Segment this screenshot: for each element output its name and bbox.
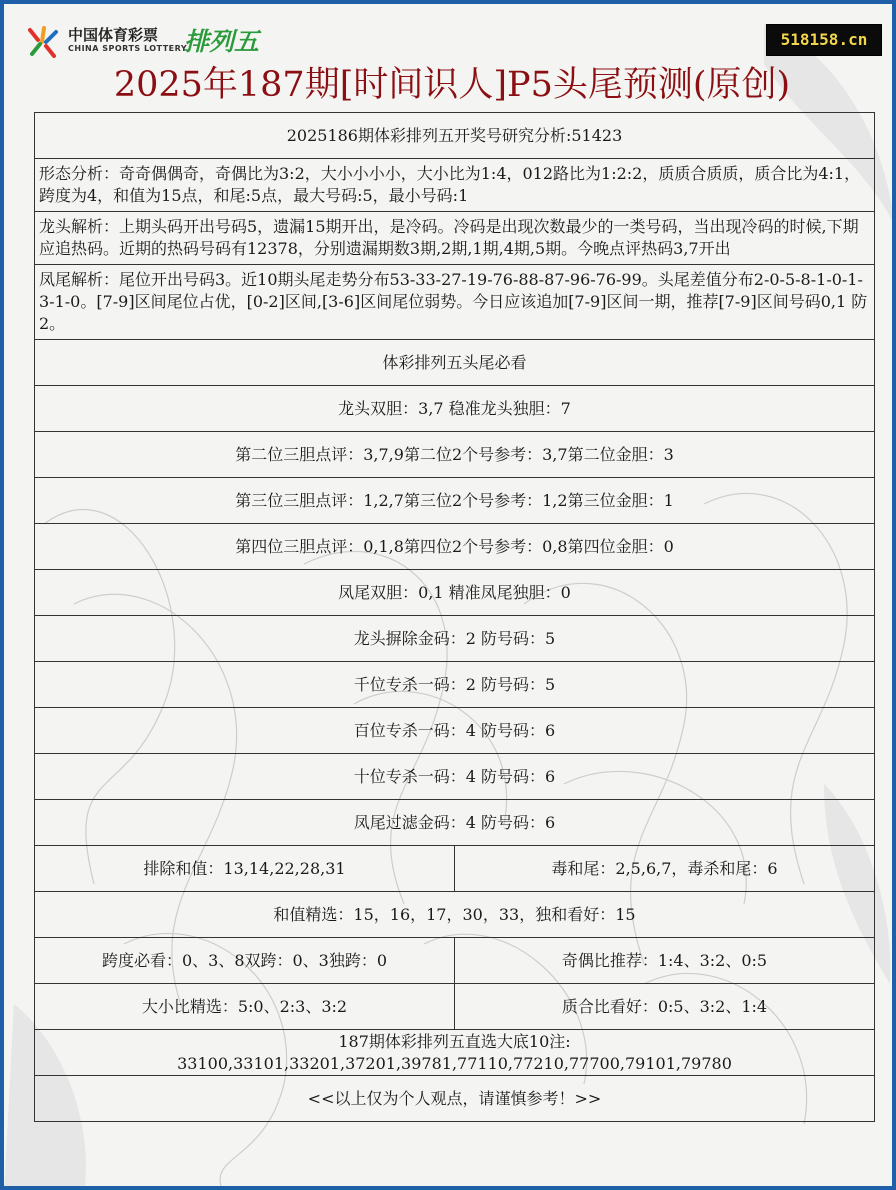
table-row (35, 524, 875, 570)
hundred-kill-cell: 百位专杀一码：4 防号码：6 (35, 708, 875, 754)
form-analysis-cell: 形态分析：奇奇偶偶奇，奇偶比为3:2，大小小小小，大小比为1:4，012路比为1:2:2，质质合质质，质合比为4:1，跨度为4，和值为15点，和尾:5点，最大号码:5，最小号码:1 (35, 159, 875, 212)
table-row (35, 478, 875, 524)
table-row (35, 800, 875, 846)
big-small-cell: 大小比精选：5:0、2:3、3:2 (35, 984, 455, 1030)
table-row (35, 754, 875, 800)
lottery-emblem-icon (24, 22, 64, 62)
logo-chinese-text: 中国体育彩票 (68, 26, 159, 44)
table-row (35, 386, 875, 432)
table-row (35, 846, 875, 892)
exclude-sum-cell: 排除和值：13,14,22,28,31 (35, 846, 455, 892)
table-row (35, 1076, 875, 1122)
disclaimer-cell: <<以上仅为个人观点，请谨慎参考！>> (35, 1076, 875, 1122)
table-row (35, 570, 875, 616)
table-row (35, 212, 875, 265)
pos2-cell: 第二位三胆点评：3,7,9第二位2个号参考：3,7第二位金胆：3 (35, 432, 875, 478)
site-badge[interactable]: 518158.cn (766, 24, 882, 56)
table-row (35, 984, 875, 1030)
base-title: 187期体彩排列五直选大底10注: (338, 1031, 571, 1051)
head-analysis-cell: 龙头解析：上期头码开出号码5，遗漏15期开出，是冷码。冷码是出现次数最少的一类号码，当出现冷码的时候,下期应追热码。近期的热码号码有12378，分别遗漏期数3期,2期,1期,4期,5期。今晚点评热码3,7开出 (35, 212, 875, 265)
table-row (35, 340, 875, 386)
span-cell: 跨度必看：0、3、8双跨：0、3独跨：0 (35, 938, 455, 984)
logo-product-name: 排列五 (184, 27, 260, 56)
table-row (35, 892, 875, 938)
table-row (35, 938, 875, 984)
thousand-kill-cell: 千位专杀一码：2 防号码：5 (35, 662, 875, 708)
prime-comp-cell: 质合比看好：0:5、3:2、1:4 (455, 984, 875, 1030)
head-kill-cell: 龙头摒除金码：2 防号码：5 (35, 616, 875, 662)
prediction-table (34, 112, 875, 1122)
table-row (35, 1030, 875, 1076)
base-numbers: 33100,33101,33201,37201,39781,77110,77210,77700,79101,79780 (177, 1053, 732, 1073)
pos4-cell: 第四位三胆点评：0,1,8第四位2个号参考：0,8第四位金胆：0 (35, 524, 875, 570)
pos3-cell: 第三位三胆点评：1,2,7第三位2个号参考：1,2第三位金胆：1 (35, 478, 875, 524)
ten-kill-cell: 十位专杀一码：4 防号码：6 (35, 754, 875, 800)
table-row (35, 113, 875, 159)
odd-even-cell: 奇偶比推荐：1:4、3:2、0:5 (455, 938, 875, 984)
header (4, 4, 896, 112)
head-double-cell: 龙头双胆：3,7 稳准龙头独胆：7 (35, 386, 875, 432)
china-sports-lottery-logo (24, 22, 284, 62)
table-row (35, 662, 875, 708)
base-numbers-cell (35, 1030, 875, 1076)
must-see-heading: 体彩排列五头尾必看 (35, 340, 875, 386)
tail-double-cell: 凤尾双胆：0,1 精准凤尾独胆：0 (35, 570, 875, 616)
prev-result-cell: 2025186期体彩排列五开奖号研究分析:51423 (35, 113, 875, 159)
table-row (35, 265, 875, 340)
sum-select-cell: 和值精选：15，16，17，30，33，独和看好：15 (35, 892, 875, 938)
tail-filter-cell: 凤尾过滤金码：4 防号码：6 (35, 800, 875, 846)
table-row (35, 616, 875, 662)
table-row (35, 708, 875, 754)
poison-tail-cell: 毒和尾：2,5,6,7，毒杀和尾：6 (455, 846, 875, 892)
table-row (35, 432, 875, 478)
page-title: 2025年187期[时间识人]P5头尾预测(原创) (113, 65, 791, 105)
logo-english-text: CHINA SPORTS LOTTERY (68, 44, 188, 53)
tail-analysis-cell: 凤尾解析：尾位开出号码3。近10期头尾走势分布53-33-27-19-76-88-87-96-76-99。头尾差值分布2-0-5-8-1-0-1-3-1-0。[7-9]区间尾位占优，[0-2]区间,[3-6]区间尾位弱势。今日应该追加[7-9]区间一期，推荐[7-9]区间号码0,1 防2。 (35, 265, 875, 340)
table-row (35, 159, 875, 212)
